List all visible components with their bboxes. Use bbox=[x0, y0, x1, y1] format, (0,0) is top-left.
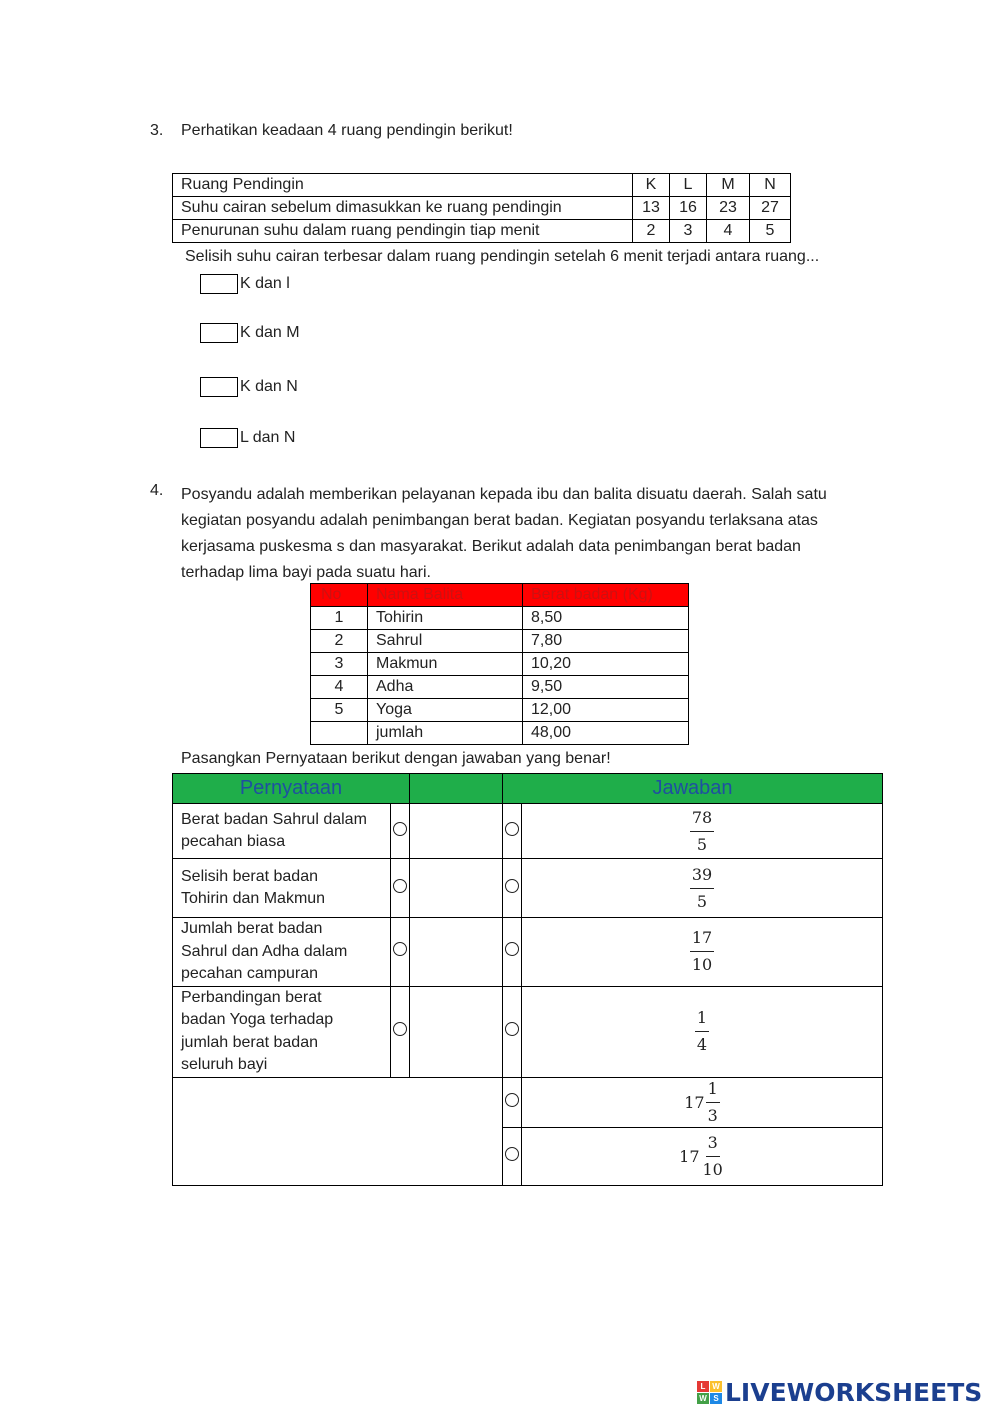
table-cell: 10,20 bbox=[523, 653, 689, 676]
answer-checkbox[interactable] bbox=[200, 377, 238, 397]
table-cell: 12,00 bbox=[523, 699, 689, 722]
header-gap bbox=[410, 774, 503, 804]
denominator: 4 bbox=[696, 1035, 708, 1054]
table-row bbox=[311, 676, 689, 699]
table-cell: 2 bbox=[311, 630, 368, 653]
answer-cell bbox=[522, 859, 883, 918]
answer-radio[interactable] bbox=[505, 1147, 519, 1161]
answer-option bbox=[200, 428, 295, 448]
header-pernyataan: Pernyataan bbox=[173, 774, 410, 804]
fraction bbox=[690, 808, 714, 855]
table-cell: 13 bbox=[633, 197, 670, 220]
table-cell: 3 bbox=[670, 220, 707, 243]
answer-dot-cell bbox=[503, 859, 522, 918]
table-cell: 5 bbox=[311, 699, 368, 722]
table-cell bbox=[311, 722, 368, 745]
statement-line: seluruh bayi bbox=[181, 1056, 268, 1073]
table-cell: Suhu cairan sebelum dimasukkan ke ruang pendingin bbox=[173, 197, 633, 220]
answer-dot-cell bbox=[503, 918, 522, 987]
statement-dot-cell bbox=[390, 986, 409, 1077]
table-row bbox=[173, 918, 883, 987]
table-header-cell: Berat badan (Kg) bbox=[523, 584, 689, 607]
matching-instruction: Pasangkan Pernyataan berikut dengan jawaban yang benar! bbox=[181, 750, 611, 767]
answer-cell bbox=[522, 1077, 883, 1127]
statement-line: pecahan campuran bbox=[181, 965, 318, 982]
statement-cell bbox=[173, 918, 391, 987]
gap-cell bbox=[410, 986, 503, 1077]
empty-cell bbox=[173, 1077, 503, 1185]
statement-line: pecahan biasa bbox=[181, 833, 286, 850]
table-row bbox=[173, 804, 883, 859]
matching-table bbox=[172, 773, 883, 1186]
question-4-paragraph bbox=[181, 482, 827, 586]
answer-dot-cell bbox=[503, 986, 522, 1077]
table-cell: 4 bbox=[707, 220, 750, 243]
table-cell: 48,00 bbox=[523, 722, 689, 745]
table-row bbox=[173, 1077, 883, 1127]
statement-radio[interactable] bbox=[393, 942, 407, 956]
statement-cell bbox=[173, 986, 391, 1077]
answer-cell bbox=[522, 804, 883, 859]
fraction bbox=[690, 865, 714, 912]
table-cell: N bbox=[750, 174, 791, 197]
statement-cell bbox=[173, 859, 391, 918]
answer-checkbox[interactable] bbox=[200, 274, 238, 294]
answer-radio[interactable] bbox=[505, 822, 519, 836]
answer-checkbox[interactable] bbox=[200, 323, 238, 343]
denominator: 10 bbox=[702, 1159, 723, 1179]
table-cell: 7,80 bbox=[523, 630, 689, 653]
table-header-row bbox=[173, 774, 883, 804]
table-header-row bbox=[311, 584, 689, 607]
table-row bbox=[173, 220, 791, 243]
denominator: 10 bbox=[691, 955, 713, 975]
table-cell: 2 bbox=[633, 220, 670, 243]
header-jawaban: Jawaban bbox=[503, 774, 883, 804]
question-4-number: 4. bbox=[150, 482, 164, 499]
statement-radio[interactable] bbox=[393, 1022, 407, 1036]
table-row bbox=[311, 699, 689, 722]
question-3-text: Selisih suhu cairan terbesar dalam ruang pendingin setelah 6 menit terjadi antara ruang... bbox=[185, 248, 820, 265]
answer-dot-cell bbox=[503, 1077, 522, 1127]
table-row bbox=[173, 859, 883, 918]
denominator: 3 bbox=[707, 1105, 718, 1125]
statement-dot-cell bbox=[390, 804, 409, 859]
cooling-room-table bbox=[172, 173, 791, 243]
denominator: 5 bbox=[696, 891, 708, 911]
table-row bbox=[311, 653, 689, 676]
answer-cell bbox=[522, 986, 883, 1077]
table-cell: Sahrul bbox=[368, 630, 523, 653]
liveworksheets-logo bbox=[697, 1378, 982, 1407]
statement-dot-cell bbox=[390, 859, 409, 918]
answer-cell bbox=[522, 1127, 883, 1185]
paragraph-line: kegiatan posyandu adalah penimbangan berat badan. Kegiatan posyandu terlaksana atas bbox=[181, 512, 818, 529]
statement-cell bbox=[173, 804, 391, 859]
answer-checkbox[interactable] bbox=[200, 428, 238, 448]
answer-cell bbox=[522, 918, 883, 987]
paragraph-line: kerjasama puskesma s dan masyarakat. Berikut adalah data penimbangan berat badan bbox=[181, 538, 801, 555]
numerator: 39 bbox=[690, 865, 714, 889]
answer-radio[interactable] bbox=[505, 942, 519, 956]
numerator: 17 bbox=[690, 928, 714, 952]
table-cell: 4 bbox=[311, 676, 368, 699]
fraction bbox=[701, 1133, 725, 1180]
answer-radio[interactable] bbox=[505, 1022, 519, 1036]
statement-radio[interactable] bbox=[393, 822, 407, 836]
gap-cell bbox=[410, 804, 503, 859]
statement-line: Perbandingan berat bbox=[181, 988, 322, 1006]
table-cell: Penurunan suhu dalam ruang pendingin tiap menit bbox=[173, 220, 633, 243]
table-row bbox=[173, 197, 791, 220]
gap-cell bbox=[410, 918, 503, 987]
statement-line: Jumlah berat badan bbox=[181, 920, 323, 937]
question-3-number: 3. bbox=[150, 122, 164, 139]
answer-label: L dan N bbox=[240, 429, 296, 446]
table-cell: 9,50 bbox=[523, 676, 689, 699]
table-cell: 27 bbox=[750, 197, 791, 220]
table-row bbox=[311, 607, 689, 630]
whole-number: 17 bbox=[684, 1092, 705, 1112]
answer-option bbox=[200, 323, 300, 343]
table-row bbox=[311, 722, 689, 745]
whole-number: 17 bbox=[679, 1146, 700, 1166]
gap-cell bbox=[410, 859, 503, 918]
table-row bbox=[311, 630, 689, 653]
fraction bbox=[690, 928, 714, 975]
numerator: 3 bbox=[706, 1133, 720, 1157]
table-cell: Tohirin bbox=[368, 607, 523, 630]
denominator: 5 bbox=[696, 834, 708, 854]
table-cell: M bbox=[707, 174, 750, 197]
table-header-cell: Nama Balita bbox=[368, 584, 523, 607]
statement-line: Tohirin dan Makmun bbox=[181, 890, 326, 907]
statement-line: badan Yoga terhadap bbox=[181, 1011, 334, 1028]
table-cell: Makmun bbox=[368, 653, 523, 676]
answer-label: K dan l bbox=[240, 275, 290, 292]
paragraph-line: terhadap lima bayi pada suatu hari. bbox=[181, 564, 431, 581]
table-row bbox=[173, 174, 791, 197]
numerator: 78 bbox=[690, 808, 714, 832]
paragraph-line: Posyandu adalah memberikan pelayanan kepada ibu dan balita disuatu daerah. Salah satu bbox=[181, 486, 827, 503]
statement-dot-cell bbox=[390, 918, 409, 987]
answer-dot-cell bbox=[503, 1127, 522, 1185]
answer-option bbox=[200, 274, 290, 294]
answer-radio[interactable] bbox=[505, 1093, 519, 1107]
statement-radio[interactable] bbox=[393, 879, 407, 893]
answer-radio[interactable] bbox=[505, 879, 519, 893]
answer-dot-cell bbox=[503, 804, 522, 859]
table-row bbox=[173, 986, 883, 1077]
table-cell: Ruang Pendingin bbox=[173, 174, 633, 197]
table-cell: 5 bbox=[750, 220, 791, 243]
table-header-cell: No bbox=[311, 584, 368, 607]
logo-text: LIVEWORKSHEETS bbox=[725, 1378, 983, 1407]
table-cell: K bbox=[633, 174, 670, 197]
table-cell: 8,50 bbox=[523, 607, 689, 630]
fraction bbox=[695, 1008, 709, 1055]
table-cell: 23 bbox=[707, 197, 750, 220]
table-cell: Adha bbox=[368, 676, 523, 699]
answer-option bbox=[200, 377, 298, 397]
table-cell: L bbox=[670, 174, 707, 197]
baby-weight-table bbox=[310, 583, 689, 745]
table-cell: 16 bbox=[670, 197, 707, 220]
table-cell: jumlah bbox=[368, 722, 523, 745]
answer-label: K dan N bbox=[240, 378, 298, 395]
statement-line: Berat badan Sahrul dalam bbox=[181, 810, 367, 828]
table-cell: 1 bbox=[311, 607, 368, 630]
numerator: 1 bbox=[695, 1008, 709, 1032]
table-cell: Yoga bbox=[368, 699, 523, 722]
statement-line: jumlah berat badan bbox=[181, 1033, 318, 1051]
fraction bbox=[706, 1079, 720, 1126]
numerator: 1 bbox=[706, 1079, 720, 1103]
statement-line: Sahrul dan Adha dalam bbox=[181, 942, 348, 960]
table-cell: 3 bbox=[311, 653, 368, 676]
question-3-prompt: Perhatikan keadaan 4 ruang pendingin berikut! bbox=[181, 122, 513, 139]
answer-label: K dan M bbox=[240, 324, 300, 341]
statement-line: Selisih berat badan bbox=[181, 867, 318, 885]
logo-mark-icon: L W W S bbox=[697, 1381, 722, 1404]
